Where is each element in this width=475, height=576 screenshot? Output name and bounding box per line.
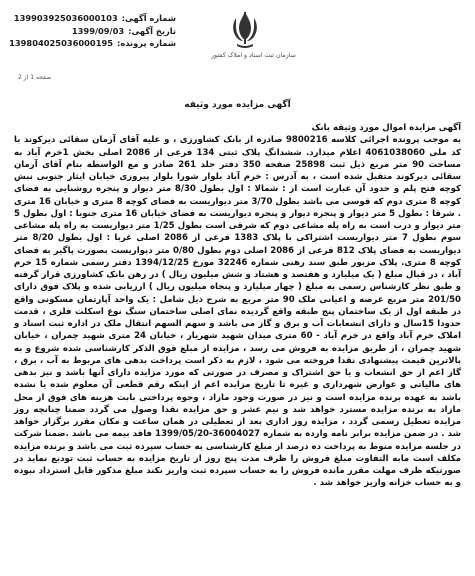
case-number-row: [9, 37, 176, 50]
body-text: به موجب پرونده اجرائی کلاسه 9800216 صادره از بانک کشاورزی ، و علیه آقای آرمان سقائی دیرکوند با کد ملی 4061038060 اعلام میدارد. ششدانگ پلاک ثبتی 134 فرعی از 2086 اصلی بخش 1خرم آباد به مساحت 90 متر مربع ذیل ثبت 25898 صفحه 350 دفتر جلد 261 صادر و مع الواسطه بنام آقای آرمان سقائی دیرکوند متقبل شده است ، به آدرس : خرم آباد بلوار شورا بلوار پیروزی خیابان ایثار جنوبی نبش کوچه فتح پلم و حدود آن عبارت است از : شمالا : اول بطول 8/30 متر دیوار و پنجره روشنایی به فضای کوچه 8 متری دوم که قوسی می باشد بطول 3/70 متر دیواریست به فضای کوچه 8 متری و خیابان 16 متری . شرقا : بطول 5 متر دیوار و پنجره دیوار و پنجره دیواریست به فضای خیابان 16 متری جنوبا : اول بطول 5 متر دیوار و درب است به راه پله مشاعی دوم که شرقی است بطول 1/25 متر دیواریست به راه پله مشاعی سوم بطول 7 متر دیواریست اشتراکی با پلاک 1383 فرعی از 2086 اصلی غربا : اول بطول 8/20 متر دیواریست به فضای پلاک 812 فرعی از 2086 اصلی دوم بطول 0/80 متر دیواریست بصورت پاگیر به فضای کوچه 8 متری. پلاک مزبور طبق سند رهنی شماره 32246 مورخ 1394/12/25 دفتر رسمی شماره 15 خرم آباد ، در قبال مبلغ ( یک میلیارد و هفتصد و هشتاد و شش میلیون ریال ) در رهن بانک کشاورزی قرار گرفته و طبق نظر کارشناس رسمی به مبلغ ( چهار میلیارد و پنجاه میلیون ریال ) ارزیابی شده و پلاک فوق دارای 201/50 متر مربع عرصه و اعیانی ملک 90 متر مربع به شرح ذیل شامل : یک واحد آپارتمان مسکونی واقع در طبقه اول از یک ساختمان پنج طبقه واقع گردیده نمای اصلی ساختمان سنگ نوع اسکلت فلزی ، قدمت حدودا 15سال و دارای انشعابات آب و برق و گاز می باشد و سهم السهم انتقال ملک در اداره ثبت اسناد و املاک خرم آباد واقع در خرم آباد - 60 متری میدان شهید شهریار ، خیابان 24 متری شهید چمران ، خیابان شهید چمران ، از طریق مزایده به فروش می رسد ، مزایده از مبلغ فوق الذکر کارشناسی شده شروع و به بالاترین قیمت پیشنهادی نقدا فروخته می شود ، لازم به ذکر است پرداخت بدهی های مربوط به آب ، برق ، گاز اعم از حق انشعاب و یا حق اشتراک و مصرف در صورتی که مورد مزایده دارای آنها باشد و نیز بدهی های مالیاتی و عوارض شهرداری و غیره تا تاریخ مزایده اعم از اینکه رقم قطعی آن معلوم شده یا نشده باشد به عهده برنده مزایده است و نیز در صورت وجود مازاد ، وجوه پرداختی بابت هزینه های فوق از محل مازاد به برنده مزایده مسترد خواهد شد و نیم عشر و حق مزایده نقدا وصول می گردد ضمنا چنانچه روز مزایده تعطیل رسمی گردد ، مزایده روز اداری بعد از تعطیلی در همان ساعت و مکان مقرر برگزار خواهد شد . در ضمن مزایده برابر نامه وارده به شماره 36004027-1399/05/20 فاقد بیمه می باشد .ضمنا شرکت در جلسه مزایده منوط به پرداخت ده درصد از مبلغ کارشناسی به حساب سپرده ثبت می باشد و برنده مزایده مکلف است مابه التفاوت مبلغ فروش را ظرف مدت پنج روز از تاریخ مزایده به حساب ثبت تودیع نماید در صورتیکه ظرف مهلت مقرر مانده فروش را به حساب سپرده ثبت واریز نکند مبلغ مذکور قابل استرداد نبوده و به حساب خزانه واریز خواهد شد .: [14, 135, 462, 489]
notice-meta: [9, 12, 176, 50]
organization-name: سازمان ثبت اسناد و املاک کشور: [211, 52, 296, 59]
notice-date-label: تاریخ آگهی:: [128, 25, 176, 36]
page-indicator: صفحه 1 از 2: [18, 74, 52, 81]
notice-date-row: [16, 25, 176, 38]
iran-emblem-icon: [228, 10, 262, 50]
case-number: 139804025036000195: [9, 38, 114, 48]
notice-date: 1399/09/03: [71, 25, 125, 36]
case-number-label: شماره پرونده:: [117, 38, 176, 48]
document-title: آگهی مزایده مورد وثیقه: [184, 100, 291, 110]
notice-number-label: شماره آگهی:: [121, 13, 176, 23]
notice-number: 139903925036000103: [13, 13, 118, 23]
document-body: [14, 122, 461, 490]
body-subtitle: آگهی مزایده اموال مورد وثیقه بانک: [311, 123, 461, 133]
notice-number-row: [13, 12, 176, 25]
